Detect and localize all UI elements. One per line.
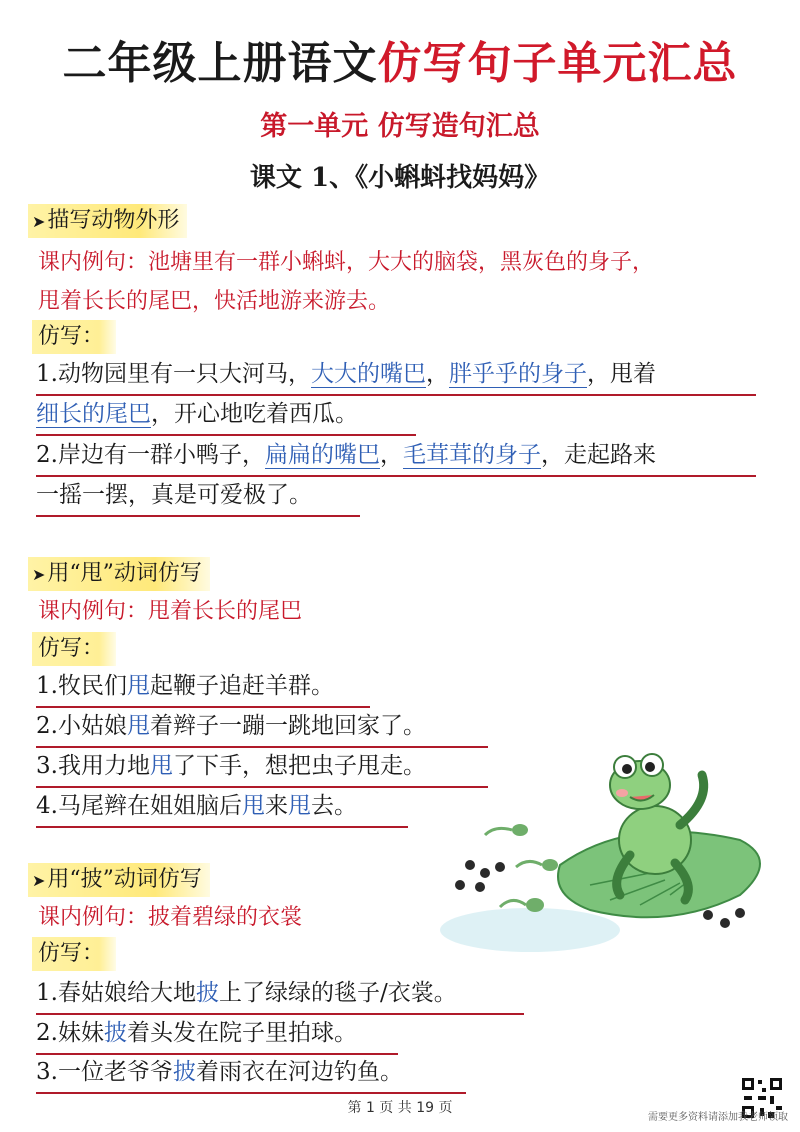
sentence-line (36, 748, 488, 788)
text: 了下手，想把虫子甩走。 (172, 753, 426, 779)
imitate-label: 仿写： (32, 937, 116, 971)
text: 4.马尾辫在姐姐脑后 (36, 793, 242, 819)
text: ，甩着 (586, 361, 656, 387)
text: 3.一位老爷爷 (36, 1059, 173, 1085)
sentence-line (36, 975, 524, 1015)
sentence-line (36, 477, 360, 517)
highlight-verb: 甩 (126, 673, 150, 699)
section-heading-text: 用“披”动词仿写 (47, 867, 202, 892)
highlight-verb: 甩 (287, 793, 311, 819)
text: 着雨衣在河边钓鱼。 (195, 1059, 403, 1085)
text: 上了绿绿的毯子/衣裳。 (218, 980, 457, 1006)
text: 着头发在院子里拍球。 (126, 1020, 357, 1046)
section-heading-text: 描写动物外形 (47, 208, 180, 233)
highlight-verb: 披 (103, 1020, 127, 1046)
text: 着辫子一蹦一跳地回家了。 (149, 713, 426, 739)
title-red: 仿写句子单元汇总 (377, 38, 738, 89)
highlight-phrase: 细长的尾巴 (36, 401, 151, 427)
arrow-bullet-icon: ➤ (32, 565, 46, 584)
imitate-label: 仿写： (32, 632, 116, 666)
title-black: 二年级上册语文 (62, 38, 378, 89)
text: 1.春姑娘给大地 (36, 980, 196, 1006)
sentence-line (36, 396, 416, 436)
text: 2.妹妹 (36, 1020, 104, 1046)
text: ， (425, 361, 449, 387)
text: ，走起路来 (540, 442, 656, 468)
arrow-bullet-icon: ➤ (32, 212, 46, 231)
section-heading-pi (28, 863, 210, 897)
sentence-line (36, 1054, 466, 1094)
sentence-line (36, 668, 370, 708)
unit-heading: 第一单元 仿写造句汇总 (260, 111, 540, 142)
highlight-phrase: 毛茸茸的身子 (402, 442, 541, 468)
text: 一摇一摆，真是可爱极了。 (36, 482, 312, 508)
text: 1.牧民们 (36, 673, 127, 699)
example-sentence: 课内例句：披着碧绿的衣裳 (38, 905, 303, 930)
imitate-label: 仿写： (32, 320, 116, 354)
arrow-bullet-icon: ➤ (32, 871, 46, 890)
section-heading-shuai (28, 557, 210, 591)
text: 来 (264, 793, 288, 819)
text: ， (379, 442, 403, 468)
sentence-line (36, 437, 756, 477)
lesson-heading: 课文 1、《小蝌蚪找妈妈》 (249, 163, 551, 193)
text: ，开心地吃着西瓜。 (151, 401, 358, 427)
highlight-verb: 甩 (241, 793, 265, 819)
page-title (0, 34, 800, 94)
sentence-line (36, 708, 488, 748)
sentence-line (36, 788, 408, 828)
example-line: 甩着长长的尾巴，快活地游来游去。 (38, 289, 391, 314)
example-line: 课内例句：池塘里有一群小蝌蚪，大大的脑袋，黑灰色的身子， (38, 250, 655, 275)
sentence-line (36, 1015, 398, 1055)
text: 去。 (310, 793, 357, 819)
text: 3.我用力地 (36, 753, 150, 779)
highlight-verb: 披 (195, 980, 219, 1006)
highlight-verb: 披 (172, 1059, 196, 1085)
example-sentence: 课内例句：甩着长长的尾巴 (38, 599, 303, 624)
highlight-phrase: 胖乎乎的身子 (448, 361, 587, 387)
section-heading-text: 用“甩”动词仿写 (47, 561, 202, 586)
example-sentence (38, 243, 768, 321)
text: 2.岸边有一群小鸭子， (36, 442, 265, 468)
page-number: 第 1 页 共 19 页 (347, 1100, 453, 1116)
sentence-line (36, 356, 756, 396)
text: 1.动物园里有一只大河马， (36, 361, 311, 387)
highlight-phrase: 大大的嘴巴 (310, 361, 426, 387)
text: 2.小姑娘 (36, 713, 127, 739)
section-heading-appearance (28, 204, 187, 238)
footer-note: 需要更多资料请添加我老师领取 (648, 1112, 788, 1123)
text: 起鞭子追赶羊群。 (149, 673, 334, 699)
highlight-phrase: 扁扁的嘴巴 (264, 442, 380, 468)
highlight-verb: 甩 (149, 753, 173, 779)
highlight-verb: 甩 (126, 713, 150, 739)
